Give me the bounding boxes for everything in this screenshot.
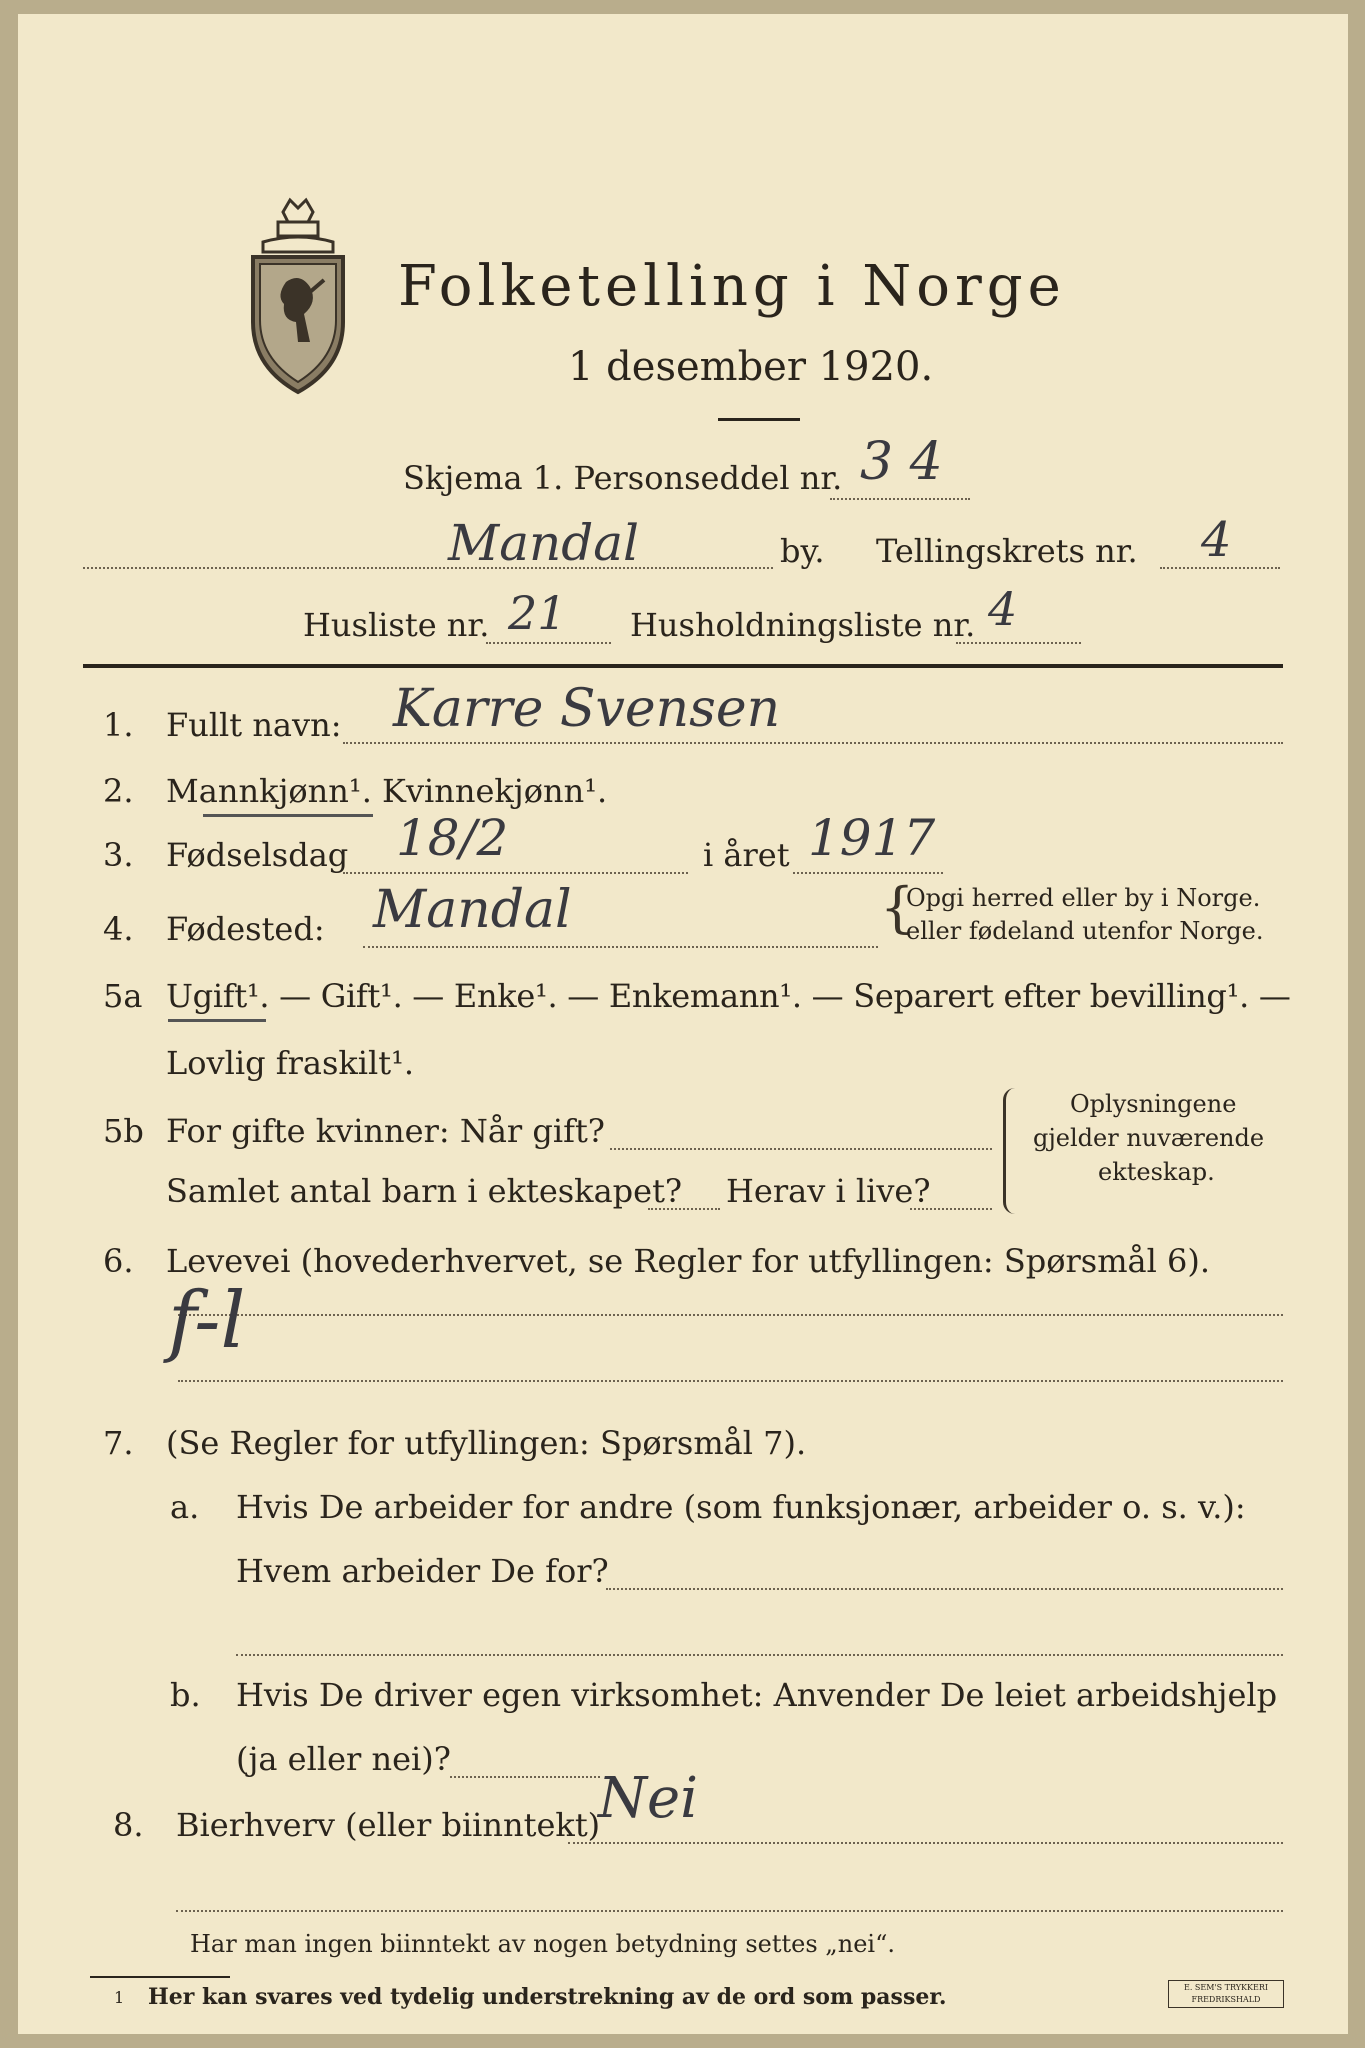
q7b-line-1: Hvis De driver egen virksomhet: Anvender De leiet arbeidshjelp <box>236 1676 1278 1714</box>
bierhverv-value: Nei <box>598 1766 699 1831</box>
q3-number: 3. <box>103 836 134 874</box>
q4-number: 4. <box>103 910 134 948</box>
census-form <box>18 14 1348 2034</box>
fodested-note-2: eller fødeland utenfor Norge. <box>906 917 1264 945</box>
fodselsdag-label: Fødselsdag <box>166 836 349 874</box>
naar-gift-label: For gifte kvinner: Når gift? <box>166 1112 605 1150</box>
q7b-letter: b. <box>170 1676 201 1714</box>
biinntekt-note: Har man ingen biinntekt av nogen betydning settes „nei“. <box>190 1930 895 1958</box>
husliste-label: Husliste nr. <box>303 606 490 644</box>
ekteskap-brace <box>1003 1088 1020 1214</box>
by-label: by. <box>780 532 825 570</box>
husholdningsliste-number: 4 <box>988 582 1018 636</box>
fullt-navn-label: Fullt navn: <box>166 706 342 744</box>
by-name: Mandal <box>448 514 640 572</box>
personseddel-number: 3 4 <box>860 432 943 492</box>
q2-number: 2. <box>103 772 134 810</box>
ugift-underline <box>168 1019 266 1022</box>
husholdningsliste-label: Husholdningsliste nr. <box>630 606 976 644</box>
printer-stamp: E. SEM'S TRYKKERI FREDRIKSHALD <box>1168 1980 1284 2008</box>
ekteskap-note-2: gjelder nuværende <box>1033 1124 1265 1152</box>
fodested-note-1: Opgi herred eller by i Norge. <box>906 884 1261 912</box>
mannkjonn-underline <box>203 814 373 817</box>
norway-coat-of-arms-icon <box>238 192 358 402</box>
bierhverv-label: Bierhverv (eller biinntekt) <box>176 1806 601 1844</box>
tellingskrets-number: 4 <box>1201 512 1232 568</box>
fodested-brace: { <box>880 876 915 939</box>
title-divider <box>718 418 800 421</box>
q1-number: 1. <box>103 706 134 744</box>
fodested-value: Mandal <box>373 880 572 940</box>
sivilstand-options-2: Lovlig fraskilt¹. <box>166 1044 415 1082</box>
antal-barn-label: Samlet antal barn i ekteskapet? <box>166 1172 683 1210</box>
ekteskap-note-1: Oplysningene <box>1070 1090 1237 1118</box>
fodested-label: Fødested: <box>166 910 325 948</box>
q7b-line-2: (ja eller nei)? <box>236 1740 451 1778</box>
form-title: Folketelling i Norge <box>398 254 1066 319</box>
skjema-label: Skjema 1. Personseddel nr. <box>403 459 843 497</box>
footnote-text: Her kan svares ved tydelig understrekning av de ord som passer. <box>148 1984 947 2010</box>
q5b-number: 5b <box>103 1112 144 1150</box>
footnote-divider <box>90 1976 230 1978</box>
sivilstand-options: Ugift¹. — Gift¹. — Enke¹. — Enkemann¹. — Separert efter bevilling¹. — <box>166 977 1291 1015</box>
q6-number: 6. <box>103 1242 134 1280</box>
q7a-letter: a. <box>170 1488 200 1526</box>
header-divider <box>83 664 1283 668</box>
ekteskap-note-3: ekteskap. <box>1098 1158 1215 1186</box>
tellingskrets-label: Tellingskrets nr. <box>876 532 1138 570</box>
q7-label: (Se Regler for utfyllingen: Spørsmål 7). <box>166 1424 807 1462</box>
aaret-label: i året <box>703 836 790 874</box>
kjonn-options: Mannkjønn¹. Kvinnekjønn¹. <box>166 772 608 810</box>
herav-i-live-label: Herav i live? <box>726 1172 931 1210</box>
q5a-number: 5a <box>103 977 143 1015</box>
levevei-label: Levevei (hovederhvervet, se Regler for utfyllingen: Spørsmål 6). <box>166 1242 1211 1280</box>
husliste-number: 21 <box>508 586 567 640</box>
q7-number: 7. <box>103 1424 134 1462</box>
fullt-navn-value: Karre Svensen <box>393 679 781 739</box>
footnote-mark: 1 <box>114 1988 125 2007</box>
q7a-line-1: Hvis De arbeider for andre (som funksjonær, arbeider o. s. v.): <box>236 1488 1246 1526</box>
q8-number: 8. <box>113 1806 144 1844</box>
levevei-value: f-l <box>168 1276 246 1366</box>
q7a-line-2: Hvem arbeider De for? <box>236 1552 609 1590</box>
fodselsdag-value: 18/2 <box>396 809 509 867</box>
fodselsaar-value: 1917 <box>808 809 936 867</box>
form-date: 1 desember 1920. <box>568 344 934 390</box>
